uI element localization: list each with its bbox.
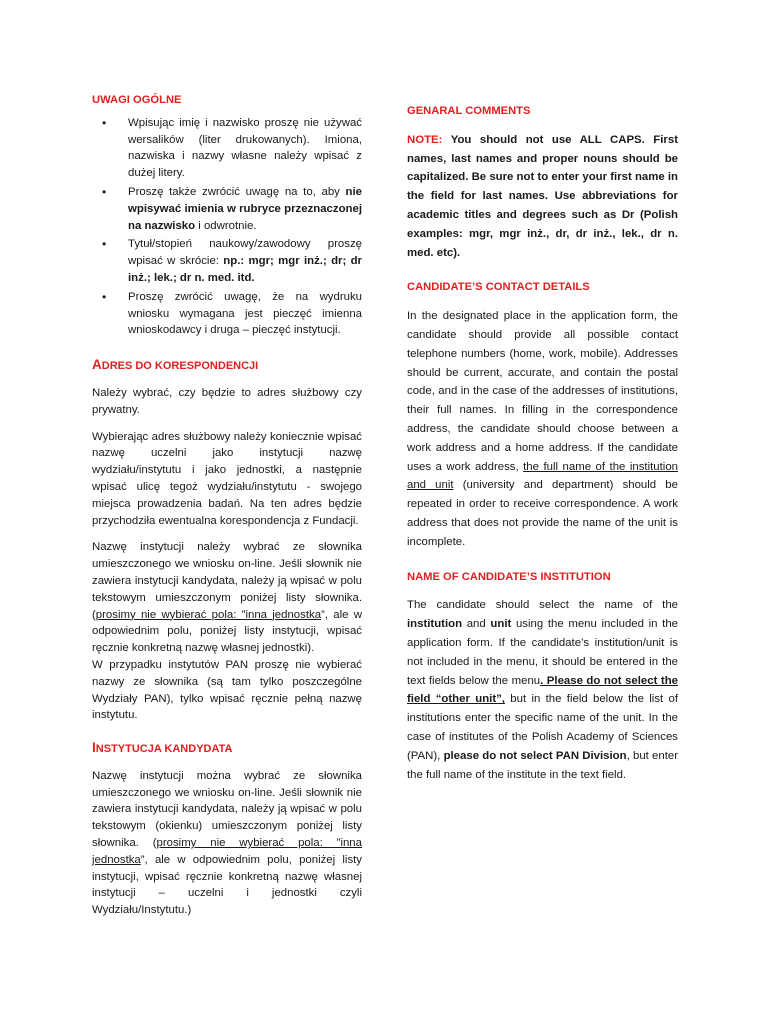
paragraph: In the designated place in the application form, the candidate should provide all possible contact telephone numbers (home, work, mobile). Addresses should be current, accurate, and contain the postal code, and in the case of the addresses of institutions, their full names. In filling in the correspondence address, the candidate should choose between a work address and a home address. If the candidate uses a work address, the full name of the institution and unit (university and department) should be repeated in order to receive correspondence. A work address that does not provide the name of the unit is incomplete. bbox=[407, 310, 678, 548]
paragraph: Należy wybrać, czy będzie to adres służbowy czy prywatny. bbox=[92, 386, 362, 416]
general-remarks-list bbox=[92, 115, 362, 339]
heading-adres-do-korespondencji: ADRES DO KORESPONDENCJI bbox=[92, 357, 259, 373]
paragraph: The candidate should select the name of the institution and unit using the menu included in the application form. If the candidate’s institution/unit is not included in the menu, it should be entered in the text fields below the menu. Please do not select the field “other unit”, but in the field below the list of institutions enter the specific name of the unit. In the case of institutes of the Polish Academy of Sciences (PAN), please do not select PAN Division, but enter the full name of the institute in the text field. bbox=[407, 599, 679, 781]
paragraph: Wybierając adres służbowy należy koniecznie wpisać nazwę uczelni jako instytucji nazwę wydziału/instytutu i jako jednostki, a następnie wpisać ulicę tegoż wydziału/instytutu - swojego miejsca prowadzenia badań. Na ten adres będzie przychodziła ewentualna korespondencja z Fundacji. bbox=[92, 430, 362, 527]
heading-instytucja-kandydata: INSTYTUCJA KANDYDATA bbox=[92, 740, 233, 756]
heading-uwagi-ogolne: UWAGI OGÓLNE bbox=[92, 94, 182, 106]
polish-column bbox=[92, 92, 362, 919]
heading-institution-name: NAME OF CANDIDATE’S INSTITUTION bbox=[407, 570, 611, 583]
note-paragraph: NOTE: You should not use ALL CAPS. First names, last names and proper nouns should be capitalized. Be sure not to enter your first name in the field for last names. Use abbreviations for academic titles and degrees such as Dr (Polish examples: mgr, mgr inż., dr, dr inż., lek., dr n. med. etc). bbox=[407, 133, 678, 259]
paragraph: Nazwę instytucji należy wybrać ze słownika umieszczonego we wniosku on-line. Jeśli słownik nie zawiera instytucji kandydata, należy ją wpisać w polu tekstowym umieszczonym poniżej listy słownika. (prosimy nie wybierać pola: ”inna jednostka”, ale w odpowiednim polu, poniżej listy instytucji, wpisać ręcznie konkretną nazwę własnej jednostki). bbox=[92, 541, 362, 655]
list-item: • Proszę także zwrócić uwagę na to, aby nie wpisywać imienia w rubryce przeznaczonej na nazwisko i odwrotnie. bbox=[92, 184, 362, 234]
english-column bbox=[407, 92, 678, 784]
list-item: • Wpisując imię i nazwisko proszę nie używać wersalików (liter drukowanych). Imiona, nazwiska i nazwy własne należy wpisać z dużej litery. bbox=[92, 115, 362, 182]
list-item: • Tytuł/stopień naukowy/zawodowy proszę wpisać w skrócie: np.: mgr; mgr inż.; dr; dr inż.; lek.; dr n. med. itd. bbox=[92, 236, 362, 286]
heading-contact-details: CANDIDATE’S CONTACT DETAILS bbox=[407, 281, 590, 294]
list-item: • Proszę zwrócić uwagę, że na wydruku wniosku wymagana jest pieczęć imienna wnioskodawcy i druga – pieczęć instytucji. bbox=[92, 289, 362, 339]
paragraph: W przypadku instytutów PAN proszę nie wybierać nazwy ze słownika (są tam tylko poszczególne Wydziały PAN), tylko wpisać ręcznie pełną nazwę instytutu. bbox=[92, 658, 362, 722]
paragraph: Nazwę instytucji można wybrać ze słownika umieszczonego we wniosku on-line. Jeśli słownik nie zawiera instytucji kandydata, należy ją wpisać w polu tekstowym (okienku) umieszczonym poniżej listy słownika. (prosimy nie wybierać pola: ”inna jednostka”, ale w odpowiednim polu, poniżej listy instytucji, wpisać ręcznie konkretną nazwę własnej instytucji – uczelni i jednostki czyli Wydziału/Instytutu.) bbox=[92, 769, 362, 917]
heading-general-comments: GENARAL COMMENTS bbox=[407, 105, 531, 117]
